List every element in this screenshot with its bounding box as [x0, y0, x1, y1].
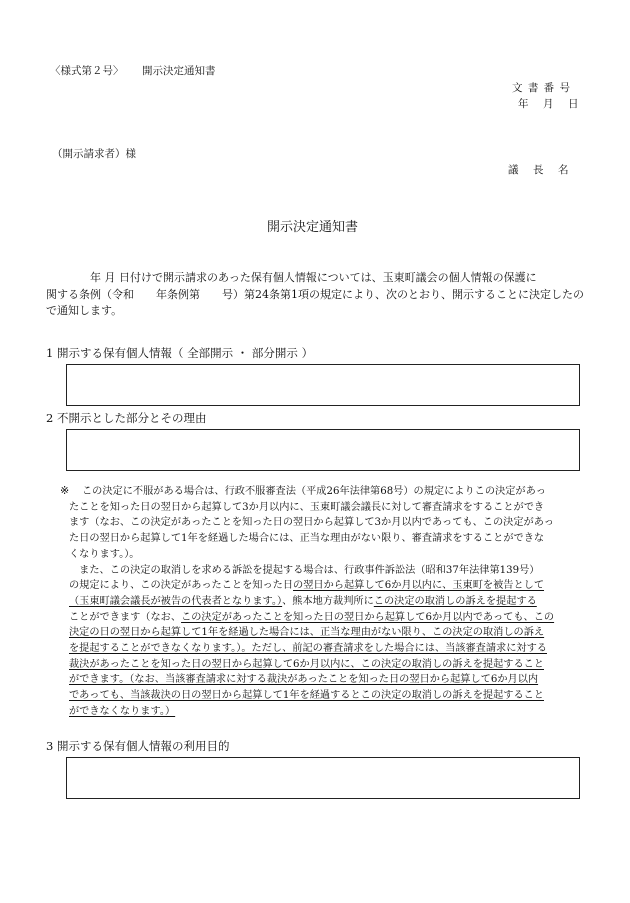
notice-text: 、熊本地方裁判所に — [282, 595, 374, 607]
notice-line: くなります。）。 — [69, 548, 140, 560]
notice-line — [69, 610, 589, 626]
notice-underlined-text: の翌日から起算して6か月以内に、玉東町を被告として — [293, 580, 545, 592]
notice-line: この決定に不服がある場合は、行政不服審査法（平成26年法律第68号）の規定によりこの決定があっ — [82, 486, 546, 497]
section-1-heading: 1 開示する保有個人情報（ 全部開示 ・ 部分開示 ） — [46, 346, 314, 360]
notice-line: ます（なお、この決定があったことを知った日の翌日から起算して3か月以内であっても、この決定があっ — [69, 517, 554, 529]
form-title-label: 開示決定通知書 — [142, 65, 216, 77]
intro-line: 年 月 日付けで開示請求のあった保有個人情報については、玉東町議会の個人情報の保護に — [46, 271, 537, 284]
notice-text: の規定により、この決定があったことを知った日 — [69, 580, 294, 592]
notice-underlined-text: を提起することができなくなります。）。 — [69, 643, 252, 655]
intro-paragraph — [46, 270, 586, 320]
notice-underlined-text: この決定の取消しの訴えを提起する — [373, 595, 537, 607]
notice-line — [69, 578, 589, 594]
notice-underlined-text: ただし、前記の審査請求をした場合には、当該審査請求に対する — [251, 643, 547, 655]
notice-line — [69, 641, 589, 657]
notice-underlined-line: ができます。（なお、当該審査請求に対する裁決があったことを知った日の翌日から起算して6か月以内 — [69, 674, 539, 686]
notice-underlined-text: （玉東町議会議長が被告の代表者となります。） — [69, 595, 283, 607]
notice-line: た日の翌日から起算して1年を経過した場合には、正当な理由がない限り、審査請求をすることができな — [69, 533, 545, 545]
notice-mark: ※ — [60, 484, 70, 497]
notice-underlined-line: 決定の日の翌日から起算して1年を経過した場合には、正当な理由がない限り、この決定の取消しの訴え — [69, 627, 545, 639]
sender-name: 議 長 名 — [508, 164, 571, 176]
notice-underlined-line: 裁決があったことを知った日の翌日から起算して6か月以内に、この決定の取消しの訴えを提起すること — [69, 658, 544, 670]
document-date: 年 月 日 — [518, 98, 581, 110]
notice-underlined-text: この決定があったことを知った日の翌日から起算して6か月以内であっても、この — [181, 611, 555, 623]
notice-line: また、この決定の取消しを求める訴訟を提起する場合は、行政事件訴訟法（昭和37年法律第139号） — [69, 564, 540, 576]
recipient-name: （開示請求者）様 — [52, 148, 136, 160]
section-3-input-box[interactable] — [66, 757, 580, 799]
intro-line: で通知します。 — [46, 304, 123, 317]
notice-text: ことができます（なお、 — [69, 611, 182, 623]
document-number: 文 書 番 号 — [512, 82, 572, 94]
notice-line — [69, 594, 589, 610]
form-number-label: 〈様式第２号〉 — [50, 65, 124, 77]
notice-paragraph — [69, 484, 589, 720]
section-2-heading: 2 不開示とした部分とその理由 — [46, 411, 207, 425]
section-1-input-box[interactable] — [66, 364, 580, 406]
page-title: 開示決定通知書 — [267, 220, 359, 235]
notice-underlined-line: ができなくなります。） — [69, 705, 176, 717]
notice-line: たことを知った日の翌日から起算して3か月以内に、玉東町議会議長に対して審査請求をすることができ — [69, 501, 545, 513]
section-3-heading: 3 開示する保有個人情報の利用目的 — [46, 739, 230, 753]
intro-line: 関する条例（令和 年条例第 号）第24条第1項の規定により、次のとおり、開示することに決定したの — [46, 287, 584, 301]
notice-underlined-line: であっても、当該裁決の日の翌日から起算して1年を経過するとこの決定の取消しの訴えを提起すること — [69, 690, 544, 702]
section-2-input-box[interactable] — [66, 429, 580, 471]
